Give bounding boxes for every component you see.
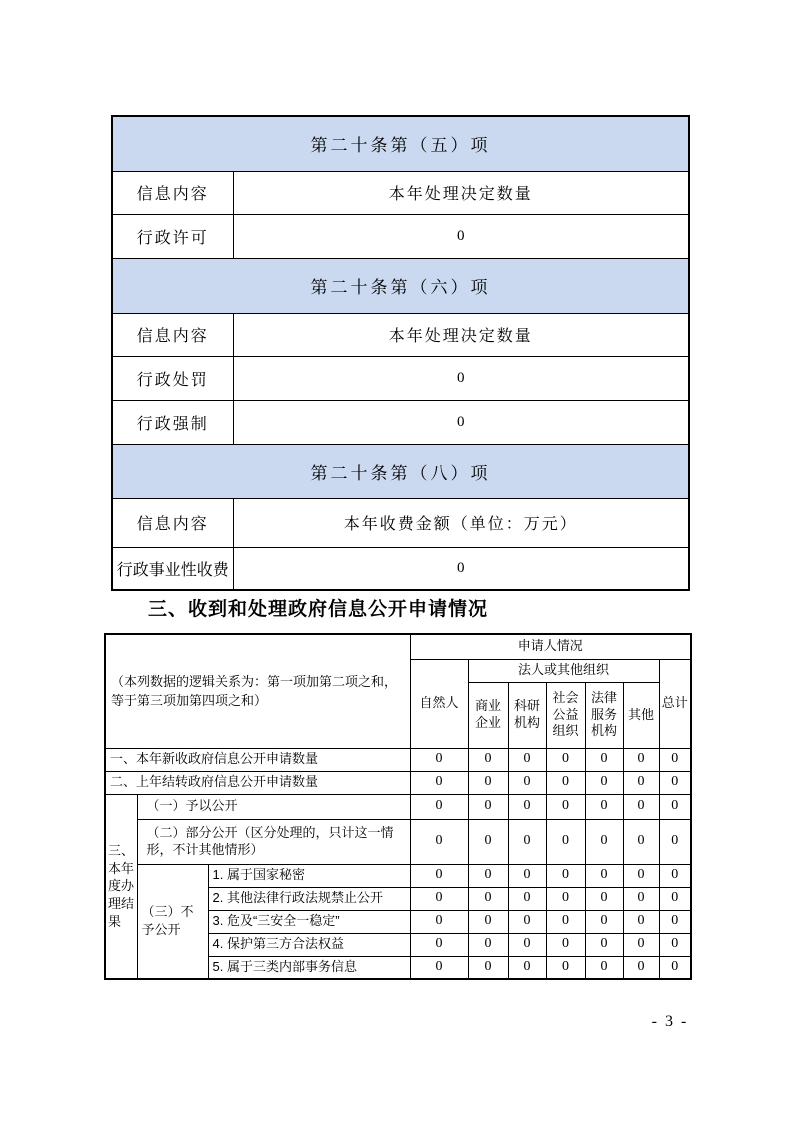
natural-person-header: 自然人 xyxy=(410,659,468,748)
section-header-item8: 第二十条第（八）项 xyxy=(112,444,689,498)
value-cell: 0 xyxy=(410,771,468,794)
section-header-item5: 第二十条第（五）项 xyxy=(112,116,689,171)
value-cell: 0 xyxy=(659,771,691,794)
value-cell: 0 xyxy=(468,771,508,794)
value-cell: 0 xyxy=(508,910,546,933)
row-label-new-applications: 一、本年新收政府信息公开申请数量 xyxy=(105,748,410,771)
value-cell: 0 xyxy=(585,819,623,864)
value-cell: 0 xyxy=(659,794,691,819)
col-header-research: 科研机构 xyxy=(508,682,546,748)
value-cell: 0 xyxy=(585,956,623,979)
value-cell: 0 xyxy=(659,910,691,933)
value-cell: 0 xyxy=(546,748,585,771)
value-cell: 0 xyxy=(546,956,585,979)
refusal-item-label: 5. 属于三类内部事务信息 xyxy=(208,956,410,979)
value-cell: 0 xyxy=(659,887,691,910)
value-cell: 0 xyxy=(468,864,508,887)
value-cell: 0 xyxy=(410,910,468,933)
value-cell: 0 xyxy=(508,864,546,887)
value-cell: 0 xyxy=(585,864,623,887)
refusal-item-label: 4. 保护第三方合法权益 xyxy=(208,933,410,956)
info-label-cell: 行政许可 xyxy=(112,214,233,258)
value-cell: 0 xyxy=(659,819,691,864)
col-header-public-welfare: 社会公益组织 xyxy=(546,682,585,748)
info-label-cell: 信息内容 xyxy=(112,498,233,547)
info-label-cell: 行政处罚 xyxy=(112,356,233,400)
value-cell: 0 xyxy=(623,910,659,933)
info-value-cell: 0 xyxy=(233,356,689,400)
value-cell: 0 xyxy=(468,956,508,979)
value-cell: 0 xyxy=(623,794,659,819)
value-cell: 0 xyxy=(623,956,659,979)
info-value-cell: 0 xyxy=(233,400,689,444)
refusal-item-label: 3. 危及“三安全一稳定” xyxy=(208,910,410,933)
value-cell: 0 xyxy=(468,794,508,819)
row-label-carried-over: 二、上年结转政府信息公开申请数量 xyxy=(105,771,410,794)
info-value-cell: 本年处理决定数量 xyxy=(233,313,689,356)
value-cell: 0 xyxy=(623,864,659,887)
refusal-label: （三）不予公开 xyxy=(137,864,208,979)
value-cell: 0 xyxy=(508,933,546,956)
value-cell: 0 xyxy=(508,956,546,979)
info-label-cell: 信息内容 xyxy=(112,171,233,214)
refusal-item-label: 1. 属于国家秘密 xyxy=(208,864,410,887)
applications-table xyxy=(104,633,692,980)
value-cell: 0 xyxy=(623,933,659,956)
value-cell: 0 xyxy=(508,748,546,771)
value-cell: 0 xyxy=(659,864,691,887)
value-cell: 0 xyxy=(410,887,468,910)
total-header: 总计 xyxy=(659,659,691,748)
info-value-cell: 0 xyxy=(233,214,689,258)
value-cell: 0 xyxy=(585,887,623,910)
section-heading: 三、收到和处理政府信息公开申请情况 xyxy=(148,599,489,620)
value-cell: 0 xyxy=(410,748,468,771)
value-cell: 0 xyxy=(468,748,508,771)
value-cell: 0 xyxy=(468,887,508,910)
col-header-other: 其他 xyxy=(623,682,659,748)
value-cell: 0 xyxy=(410,819,468,864)
value-cell: 0 xyxy=(508,794,546,819)
value-cell: 0 xyxy=(546,771,585,794)
info-label-cell: 信息内容 xyxy=(112,313,233,356)
logic-note-cell: （本列数据的逻辑关系为：第一项加第二项之和，等于第三项加第四项之和） xyxy=(105,634,410,748)
value-cell: 0 xyxy=(623,771,659,794)
value-cell: 0 xyxy=(508,819,546,864)
value-cell: 0 xyxy=(546,864,585,887)
value-cell: 0 xyxy=(546,819,585,864)
col-header-legal-service: 法律服务机构 xyxy=(585,682,623,748)
value-cell: 0 xyxy=(585,748,623,771)
value-cell: 0 xyxy=(468,910,508,933)
value-cell: 0 xyxy=(508,771,546,794)
section-header-item6: 第二十条第（六）项 xyxy=(112,258,689,313)
value-cell: 0 xyxy=(410,933,468,956)
info-label-cell: 行政强制 xyxy=(112,400,233,444)
value-cell: 0 xyxy=(410,794,468,819)
value-cell: 0 xyxy=(659,748,691,771)
value-cell: 0 xyxy=(546,933,585,956)
refusal-item-label: 2. 其他法律行政法规禁止公开 xyxy=(208,887,410,910)
value-cell: 0 xyxy=(585,933,623,956)
value-cell: 0 xyxy=(623,887,659,910)
info-value-cell: 本年收费金额（单位：万元） xyxy=(233,498,689,547)
value-cell: 0 xyxy=(546,910,585,933)
page-number: - 3 - xyxy=(651,1013,689,1030)
value-cell: 0 xyxy=(623,748,659,771)
value-cell: 0 xyxy=(468,933,508,956)
value-cell: 0 xyxy=(410,864,468,887)
result-category-label: 三、本年度办理结果 xyxy=(105,794,137,979)
row-label-granted: （一）予以公开 xyxy=(137,794,410,819)
value-cell: 0 xyxy=(585,910,623,933)
col-header-commercial: 商业企业 xyxy=(468,682,508,748)
value-cell: 0 xyxy=(410,956,468,979)
info-value-cell: 0 xyxy=(233,547,689,590)
value-cell: 0 xyxy=(623,819,659,864)
value-cell: 0 xyxy=(546,887,585,910)
value-cell: 0 xyxy=(546,794,585,819)
applicant-status-header: 申请人情况 xyxy=(410,634,691,659)
value-cell: 0 xyxy=(508,887,546,910)
value-cell: 0 xyxy=(585,794,623,819)
article20-table xyxy=(111,115,690,591)
value-cell: 0 xyxy=(659,956,691,979)
row-label-partial: （二）部分公开（区分处理的，只计这一情形，不计其他情形） xyxy=(137,819,410,864)
value-cell: 0 xyxy=(468,819,508,864)
value-cell: 0 xyxy=(659,933,691,956)
value-cell: 0 xyxy=(585,771,623,794)
legal-org-header: 法人或其他组织 xyxy=(468,659,659,682)
info-label-cell: 行政事业性收费 xyxy=(112,547,233,590)
info-value-cell: 本年处理决定数量 xyxy=(233,171,689,214)
